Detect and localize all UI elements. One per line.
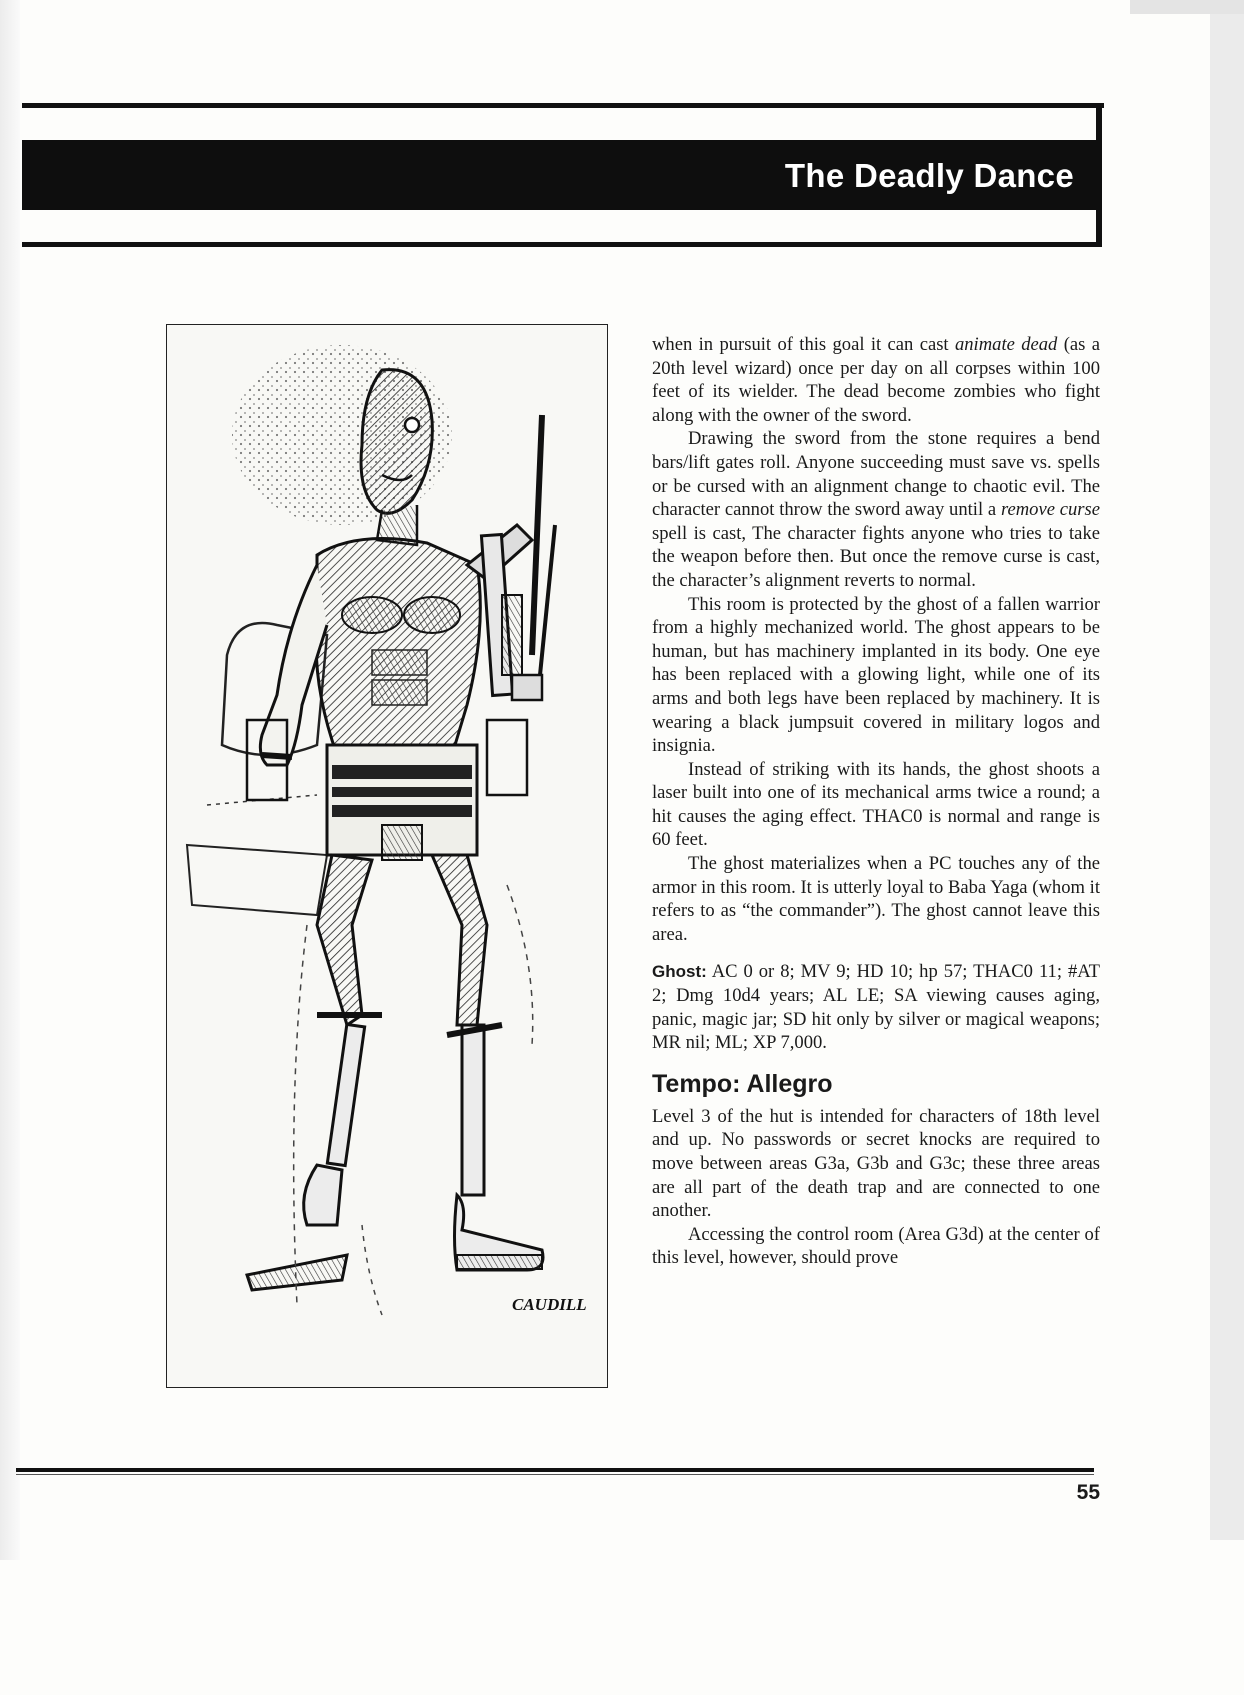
paragraph-ghost-trigger: The ghost materializes when a PC touches any of the armor in this room. It is utterly loyal to Baba Yaga (whom it refers to as “the commander”). The ghost cannot leave this area.	[652, 853, 1100, 945]
stat-label: Ghost:	[652, 962, 707, 982]
paragraph-ghost-description: This room is protected by the ghost of a fallen warrior from a highly mechanized world. The ghost appears to be human, but has machinery implanted in its body. One eye has been replaced with a glowing light, while one of its arms and both legs have been replaced by machinery. It is wearing a black jumpsuit covered in military logos and insignia.	[652, 593, 1100, 757]
ghost-illustration	[166, 324, 608, 1388]
paragraph-ghost-attack: Instead of striking with its hands, the ghost shoots a laser built into one of its mechanical arms twice a round; a hit causes the aging effect. THAC0 is normal and range is 60 feet.	[652, 758, 1100, 851]
paragraph-drawing-sword: Drawing the sword from the stone requires a bend bars/lift gates roll. Anyone succeeding must save vs. spells or be cursed with an alignment change to chaotic evil. The character cannot throw the sword away until a remove curse spell is cast, The character fights anyone who tries to take the weapon before then. But once the remove curse is cast, the character’s alignment reverts to normal.	[652, 428, 1101, 591]
footer-rule	[16, 1468, 1094, 1472]
scan-edge-left	[0, 0, 20, 1560]
header-rule-bottom	[22, 242, 1102, 247]
paragraph-control-room: Accessing the control room (Area G3d) at the center of this level, however, should prove	[652, 1223, 1100, 1269]
scan-edge-right	[1210, 0, 1244, 1540]
ghost-stat-block: Ghost: AC 0 or 8; MV 9; HD 10; hp 57; THAC0 11; #AT 2; Dmg 10d4 years; AL LE; SA viewing causes aging, panic, magic jar; SD hit only by silver or magical weapons; MR nil; ML; XP 7,000.	[652, 961, 1100, 1054]
scan-edge-corner	[1130, 0, 1244, 14]
section-heading: Tempo: Allegro	[652, 1069, 833, 1098]
header-rule-top	[22, 103, 1104, 108]
paragraph-sword-power: when in pursuit of this goal it can cast animate dead (as a 20th level wizard) once per day on all corpses within 100 feet of its wielder. The dead become zombies who fight along with the owner of the sword.	[652, 334, 1100, 426]
text-column	[652, 333, 1100, 1270]
header-band	[22, 140, 1102, 210]
page-number: 55	[1076, 1481, 1100, 1504]
paragraph-level-three: Level 3 of the hut is intended for characters of 18th level and up. No passwords or secret knocks are required to move between areas G3a, G3b and G3c; these three areas are all part of the death trap and are connected to one another.	[652, 1105, 1100, 1222]
artist-signature: CAUDILL	[512, 1295, 587, 1314]
footer-rule-thin	[16, 1474, 1094, 1475]
chapter-title: The Deadly Dance	[784, 157, 1074, 194]
